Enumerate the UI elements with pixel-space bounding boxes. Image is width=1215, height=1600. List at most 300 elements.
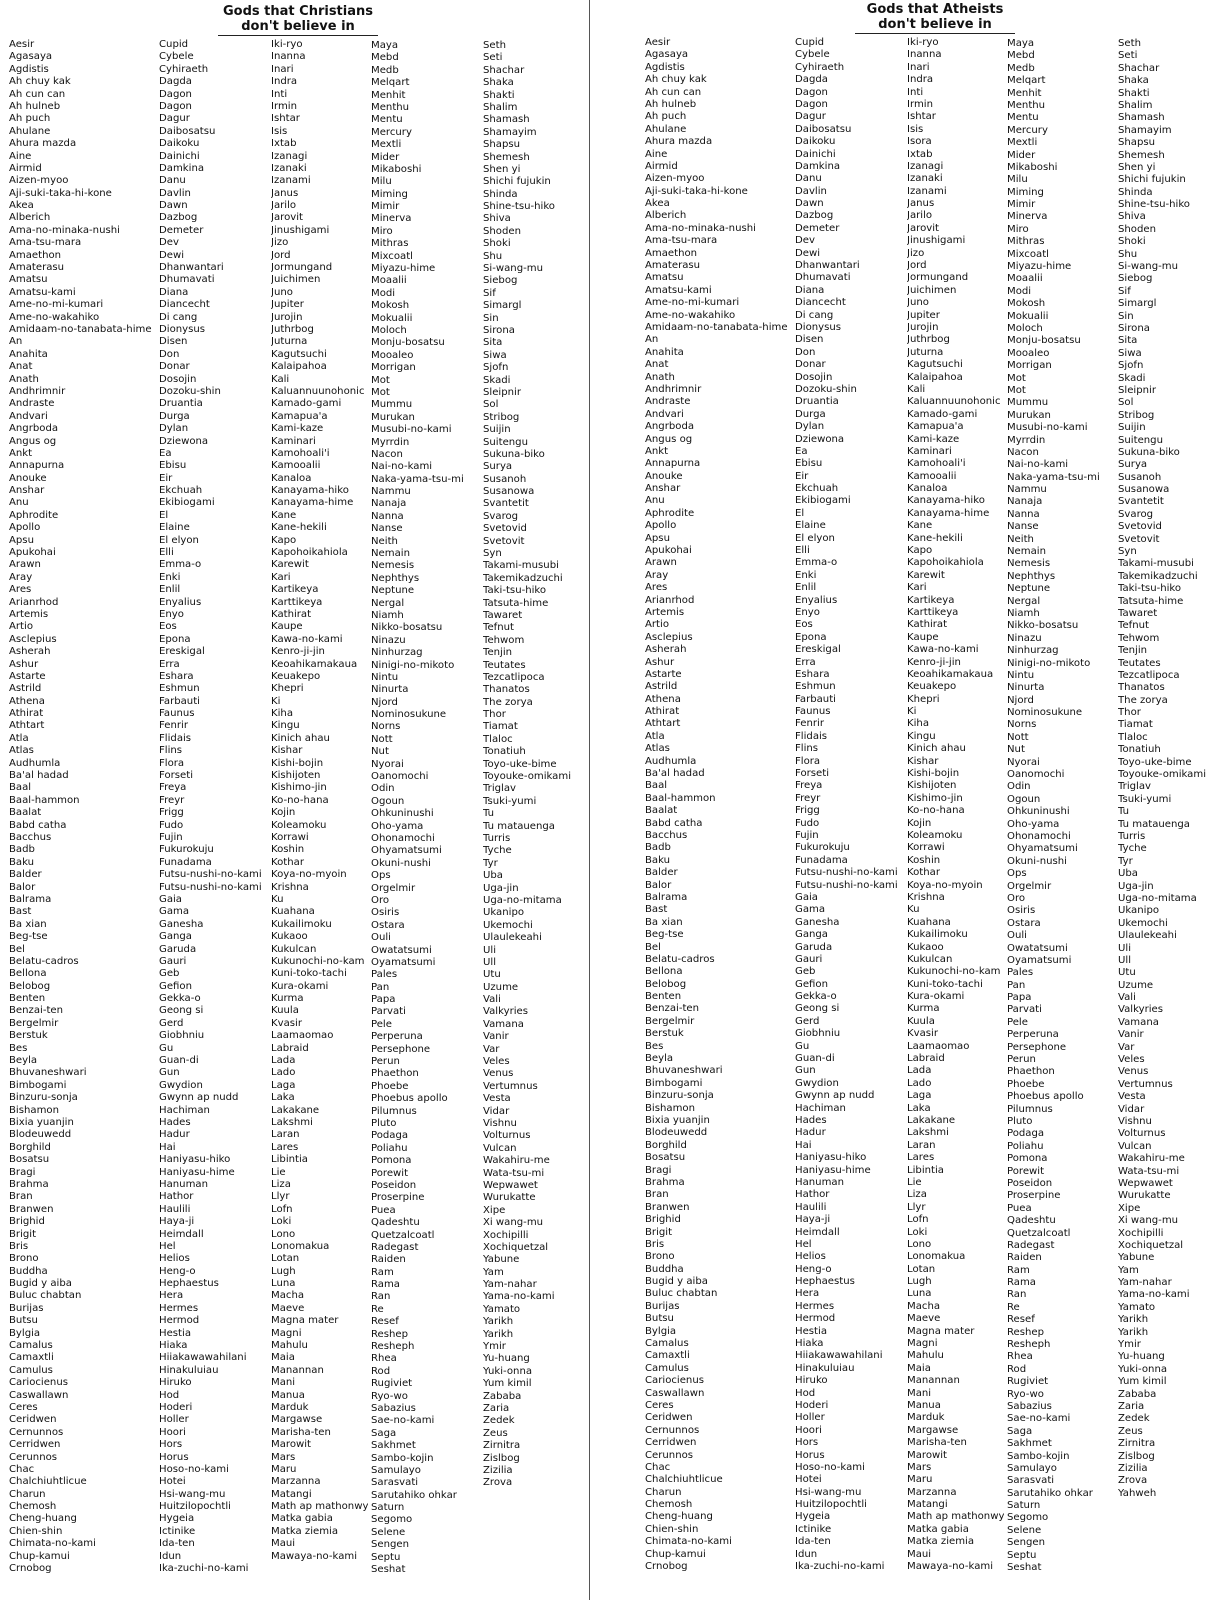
god-name: Dagda xyxy=(159,76,192,88)
god-name: Xochiquetzal xyxy=(1118,1239,1184,1251)
god-name: Niamh xyxy=(1007,607,1040,619)
god-name: Idun xyxy=(159,1550,182,1562)
left-col-4 xyxy=(371,40,464,1576)
god-name: Dagda xyxy=(795,74,828,86)
god-name: Belatu-cadros xyxy=(9,955,79,967)
god-name: Ama-tsu-mara xyxy=(9,237,82,249)
god-name: Nanna xyxy=(1007,508,1040,520)
god-name: Dziewona xyxy=(159,435,209,447)
god-name: Epona xyxy=(795,631,827,643)
god-name: Anouke xyxy=(645,470,683,482)
god-name: Tonatiuh xyxy=(483,746,526,758)
god-name: Mebd xyxy=(1007,50,1035,62)
god-name: Janus xyxy=(271,187,299,199)
god-name: Futsu-nushi-no-kami xyxy=(159,869,262,881)
god-name: Saga xyxy=(371,1427,397,1439)
god-name: Sengen xyxy=(1007,1537,1046,1549)
god-name: Ida-ten xyxy=(795,1536,831,1548)
god-name: Dziewona xyxy=(795,433,845,445)
god-name: Myrrdin xyxy=(371,436,410,448)
god-name: Nergal xyxy=(1007,595,1041,607)
god-name: Okuni-nushi xyxy=(371,857,431,869)
god-name: Hermod xyxy=(795,1313,836,1325)
god-name: Lugh xyxy=(271,1265,296,1277)
god-name: Neith xyxy=(371,535,398,547)
god-name: Okuni-nushi xyxy=(1007,855,1067,867)
god-name: Hadur xyxy=(159,1129,190,1141)
god-name: Freya xyxy=(159,782,187,794)
god-name: Kapohoikahiola xyxy=(907,557,984,569)
god-name: Angus og xyxy=(645,433,693,445)
god-name: Kukunochi-no-kam xyxy=(271,955,365,967)
god-name: Lada xyxy=(271,1055,296,1067)
god-name: Zeus xyxy=(483,1427,508,1439)
god-name: Bel xyxy=(645,941,661,953)
god-name: Turris xyxy=(483,833,511,844)
god-name: Si-wang-mu xyxy=(483,263,543,275)
god-name: Enyo xyxy=(159,608,184,620)
god-name: Kapo xyxy=(907,545,933,557)
god-name: Skadi xyxy=(483,374,511,386)
god-name: Susanowa xyxy=(1118,484,1170,496)
god-name: Poseidon xyxy=(371,1179,417,1191)
god-name: Mithras xyxy=(371,238,409,250)
god-name: Mixcoatl xyxy=(1007,248,1049,260)
god-name: Artemis xyxy=(645,606,685,618)
god-name: Kojin xyxy=(907,817,932,829)
god-name: Gwydion xyxy=(159,1079,203,1091)
god-name: Balder xyxy=(9,869,42,881)
god-name: Kapo xyxy=(271,534,297,546)
god-name: Ekchuah xyxy=(159,485,203,497)
god-name: Aine xyxy=(9,150,32,162)
god-name: Kanaloa xyxy=(271,472,312,484)
god-name: Gerd xyxy=(795,1015,820,1027)
god-name: Forseti xyxy=(795,768,830,780)
god-name: Flins xyxy=(159,745,183,757)
god-name: Amatsu-kami xyxy=(645,284,712,296)
god-name: Amatsu-kami xyxy=(9,286,76,298)
god-name: Teutates xyxy=(1118,657,1161,669)
god-name: Sirona xyxy=(483,324,515,336)
god-name: Forseti xyxy=(159,770,194,782)
god-name: Charun xyxy=(645,1486,682,1498)
god-name: Annapurna xyxy=(9,460,65,472)
god-name: Maya xyxy=(1007,38,1035,49)
god-name: Badb xyxy=(645,842,671,854)
god-name: Ah puch xyxy=(9,113,51,125)
god-name: Buluc chabtan xyxy=(645,1288,718,1300)
god-name: Segomo xyxy=(371,1514,413,1526)
god-name: Xi wang-mu xyxy=(1118,1215,1179,1227)
god-name: Aray xyxy=(9,571,33,583)
god-name: Fudo xyxy=(795,817,820,829)
god-name: Zababa xyxy=(1118,1388,1157,1400)
god-name: Vidar xyxy=(1118,1103,1145,1115)
god-name: Jarilo xyxy=(271,200,297,212)
god-name: Ninhurzag xyxy=(1007,645,1059,657)
god-name: Ryo-wo xyxy=(1007,1388,1044,1400)
god-name: Camulus xyxy=(9,1364,53,1376)
god-name: Arawn xyxy=(9,559,41,571)
god-name: Poliahu xyxy=(371,1142,408,1154)
god-name: Hai xyxy=(795,1139,812,1151)
god-name: Radegast xyxy=(371,1241,419,1253)
god-name: Laran xyxy=(907,1139,936,1151)
god-name: Gun xyxy=(159,1067,180,1079)
god-name: Chup-kamui xyxy=(645,1548,706,1560)
god-name: Koleamoku xyxy=(271,819,327,831)
god-name: Ereskigal xyxy=(159,646,205,658)
god-name: Eshmun xyxy=(795,681,836,693)
god-name: Lakakane xyxy=(271,1104,320,1116)
god-name: Susanoh xyxy=(1118,471,1162,483)
god-name: Seti xyxy=(1118,50,1138,62)
god-name: Ceridwen xyxy=(645,1412,693,1424)
god-name: Mentu xyxy=(1007,112,1039,124)
god-name: Morrigan xyxy=(1007,360,1052,372)
god-name: Toyouke-omikami xyxy=(1118,769,1206,781)
god-name: Ashur xyxy=(9,658,39,670)
god-name: Tlaloc xyxy=(483,733,513,745)
god-name: Blodeuwedd xyxy=(9,1129,72,1141)
god-name: Ares xyxy=(9,584,32,596)
god-name: Ah cun can xyxy=(9,88,66,100)
god-name: Eos xyxy=(795,619,813,631)
god-name: Binzuru-sonja xyxy=(9,1092,78,1104)
god-name: Ama-tsu-mara xyxy=(645,235,718,247)
god-name: Lugh xyxy=(907,1276,932,1288)
god-name: Shu xyxy=(483,250,503,262)
god-name: Hiaka xyxy=(795,1338,824,1350)
god-name: Baal xyxy=(645,780,668,792)
god-name: Yahweh xyxy=(1118,1487,1157,1499)
god-name: Andvari xyxy=(645,408,684,420)
god-name: Labraid xyxy=(907,1053,945,1065)
god-name: Wurukatte xyxy=(1118,1190,1171,1202)
god-name: Perperuna xyxy=(1007,1029,1059,1041)
god-name: Laamaomao xyxy=(271,1030,334,1042)
god-name: Haniyasu-hiko xyxy=(795,1152,867,1164)
god-name: Dagon xyxy=(159,100,192,112)
god-name: Danu xyxy=(159,175,186,187)
god-name: Babd catha xyxy=(645,817,703,829)
god-name: Chimata-no-kami xyxy=(9,1538,96,1550)
god-name: Si-wang-mu xyxy=(1118,261,1178,273)
god-name: Oanomochi xyxy=(1007,769,1065,781)
god-name: Hotei xyxy=(159,1476,186,1488)
god-name: Wata-tsu-mi xyxy=(1118,1165,1180,1177)
god-name: Camalus xyxy=(9,1340,53,1352)
god-name: Amatsu xyxy=(645,272,684,284)
god-name: Flidais xyxy=(159,732,192,744)
god-name: Ram xyxy=(1007,1264,1030,1276)
god-name: Mimir xyxy=(1007,199,1036,211)
god-name: Belobog xyxy=(9,980,51,992)
god-name: Milu xyxy=(371,176,392,188)
god-name: Gu xyxy=(795,1040,810,1052)
god-name: Ahulane xyxy=(9,125,51,137)
god-name: Geb xyxy=(795,966,816,978)
god-name: Faunus xyxy=(159,708,195,720)
god-name: Teutates xyxy=(483,659,526,671)
god-name: Artio xyxy=(9,621,33,633)
god-name: Khepri xyxy=(271,683,304,695)
god-name: Juthrbog xyxy=(271,323,314,335)
god-name: Camaxtli xyxy=(645,1350,690,1362)
god-name: Matka ziemia xyxy=(907,1536,975,1548)
god-name: Shachar xyxy=(483,64,525,76)
god-name: Reshep xyxy=(371,1328,409,1340)
god-name: El xyxy=(159,509,169,521)
god-name: Rod xyxy=(1007,1363,1027,1375)
god-name: Moloch xyxy=(1007,322,1043,334)
god-name: Karttikeya xyxy=(271,596,323,608)
god-name: The zorya xyxy=(483,696,533,708)
god-name: Zeus xyxy=(1118,1425,1143,1437)
god-name: Menthu xyxy=(1007,99,1046,111)
god-name: Tyr xyxy=(1118,855,1133,867)
god-name: Tsuki-yumi xyxy=(483,795,537,807)
god-name: Bugid y aiba xyxy=(645,1276,708,1288)
god-name: Beyla xyxy=(9,1055,38,1067)
god-name: Gefion xyxy=(795,978,828,990)
god-name: Emma-o xyxy=(159,559,202,571)
god-name: Wepwawet xyxy=(483,1179,538,1191)
god-name: Vamana xyxy=(1118,1016,1159,1028)
god-name: Helios xyxy=(159,1253,190,1265)
god-name: Hiruko xyxy=(159,1377,192,1389)
god-name: Resef xyxy=(1007,1314,1035,1326)
god-name: Karttikeya xyxy=(907,606,959,618)
god-name: Mooaleo xyxy=(371,349,414,361)
god-name: Vali xyxy=(1118,992,1136,1004)
god-name: Juturna xyxy=(907,346,944,358)
god-name: Math ap mathonwy xyxy=(271,1501,369,1513)
god-name: Uba xyxy=(483,870,503,882)
god-name: Kari xyxy=(271,571,291,583)
god-name: Amatsu xyxy=(9,274,48,286)
god-name: Tyr xyxy=(483,857,498,869)
god-name: Kukailimoku xyxy=(271,918,332,930)
god-name: Camulus xyxy=(645,1362,689,1374)
god-name: Atla xyxy=(9,732,29,744)
god-name: Lie xyxy=(907,1176,922,1188)
god-name: Phoebe xyxy=(371,1080,409,1092)
god-name: Sita xyxy=(1118,335,1138,347)
god-name: Owatatsumi xyxy=(1007,942,1068,954)
god-name: Loki xyxy=(271,1216,292,1228)
god-name: Freyr xyxy=(159,794,185,806)
god-name: Resef xyxy=(371,1316,399,1328)
god-name: Burijas xyxy=(645,1300,680,1312)
god-name: Shine-tsu-hiko xyxy=(483,201,555,213)
god-name: Baal-hammon xyxy=(9,794,80,806)
left-col-5 xyxy=(483,40,571,1490)
god-name: Juichimen xyxy=(907,284,957,296)
god-name: Ninurta xyxy=(1007,682,1045,694)
god-name: Pele xyxy=(371,1018,392,1030)
god-name: Akea xyxy=(645,198,670,210)
god-name: Thor xyxy=(1118,707,1141,719)
god-name: Iki-ryo xyxy=(271,39,303,50)
god-name: Puea xyxy=(1007,1202,1032,1214)
god-name: Yarikh xyxy=(483,1328,514,1340)
god-name: Haniyasu-hime xyxy=(159,1166,235,1178)
god-name: Flidais xyxy=(795,730,828,742)
god-name: Bhuvaneshwari xyxy=(645,1065,723,1077)
god-name: Kurma xyxy=(271,993,304,1005)
god-name: Uga-jin xyxy=(1118,880,1154,892)
god-name: Lakshmi xyxy=(271,1116,313,1128)
god-name: Futsu-nushi-no-kami xyxy=(795,879,898,891)
god-name: Mimir xyxy=(371,201,400,213)
god-name: Shiva xyxy=(483,213,511,225)
god-name: Hathor xyxy=(795,1189,830,1201)
god-name: Zedek xyxy=(1118,1413,1150,1425)
god-name: Xochipilli xyxy=(483,1229,529,1241)
god-name: Tefnut xyxy=(1118,620,1149,632)
god-name: Mot xyxy=(371,374,390,386)
god-name: Lonomakua xyxy=(907,1251,966,1263)
god-name: Benzai-ten xyxy=(9,1005,64,1017)
god-name: Neptune xyxy=(371,585,415,597)
god-name: Hinakuluiau xyxy=(795,1362,855,1374)
god-name: Hermes xyxy=(795,1300,835,1312)
god-name: Toyo-uke-bime xyxy=(483,758,557,770)
god-name: Irmin xyxy=(907,98,933,110)
god-name: Beg-tse xyxy=(9,931,48,943)
god-name: Phaethon xyxy=(371,1068,419,1080)
left-title-line1: Gods that Christians xyxy=(223,4,373,19)
god-name: Yarikh xyxy=(1118,1314,1149,1326)
god-name: Radegast xyxy=(1007,1239,1055,1251)
god-name: Magna mater xyxy=(907,1325,975,1337)
god-name: Giobhniu xyxy=(795,1028,841,1040)
god-name: Asherah xyxy=(9,646,51,658)
god-name: Kingu xyxy=(907,730,936,742)
god-name: Hachiman xyxy=(795,1102,846,1114)
god-name: Uzume xyxy=(1118,979,1154,991)
god-name: Nergal xyxy=(371,597,405,609)
god-name: Kishimo-jin xyxy=(271,782,327,794)
god-name: Durga xyxy=(159,410,190,422)
god-name: Ame-no-mi-kumari xyxy=(645,297,740,309)
god-name: Shamayim xyxy=(1118,124,1172,136)
god-name: Macha xyxy=(907,1300,941,1312)
god-name: Brono xyxy=(645,1251,675,1263)
god-name: Balrama xyxy=(645,891,688,903)
god-name: Aizen-myoo xyxy=(9,175,69,187)
god-name: Kanayama-hime xyxy=(907,507,990,519)
god-name: Bugid y aiba xyxy=(9,1278,72,1290)
god-name: Geong si xyxy=(795,1003,840,1015)
god-name: An xyxy=(9,336,23,348)
god-name: Dosojin xyxy=(159,373,197,385)
god-name: Sae-no-kami xyxy=(371,1415,435,1427)
god-name: Andhrimnir xyxy=(645,383,702,395)
god-name: Skadi xyxy=(1118,372,1146,384)
god-name: Dewi xyxy=(795,247,821,259)
god-name: Sarasvati xyxy=(1007,1475,1055,1487)
god-name: Balder xyxy=(645,867,678,879)
god-name: Yum kimil xyxy=(1118,1376,1167,1388)
god-name: Kuula xyxy=(907,1015,935,1027)
god-name: Mextli xyxy=(1007,137,1038,149)
left-title-line2: don't believe in xyxy=(218,19,378,36)
god-name: Poliahu xyxy=(1007,1140,1044,1152)
god-name: Ankt xyxy=(9,447,33,459)
god-name: Eos xyxy=(159,621,177,633)
god-name: Xi wang-mu xyxy=(483,1217,544,1229)
god-name: Enyalius xyxy=(795,594,838,606)
god-name: Dazbog xyxy=(795,210,834,222)
god-name: Ba xian xyxy=(645,916,683,928)
god-name: Menthu xyxy=(371,101,410,113)
god-name: Ceres xyxy=(645,1399,674,1411)
god-name: Ea xyxy=(159,447,172,459)
god-name: Murukan xyxy=(1007,409,1051,421)
god-name: Idun xyxy=(795,1548,818,1560)
god-name: Bergelmir xyxy=(9,1017,59,1029)
god-name: Resheph xyxy=(371,1341,415,1353)
god-name: Haya-ji xyxy=(159,1216,195,1228)
god-name: Vanir xyxy=(483,1031,509,1043)
god-name: Izanagi xyxy=(907,160,944,172)
god-name: Llyr xyxy=(271,1191,290,1203)
god-name: Nott xyxy=(371,733,393,745)
god-name: Samulayo xyxy=(371,1464,421,1476)
god-name: Bacchus xyxy=(9,832,52,843)
god-name: Kami-kaze xyxy=(907,433,960,445)
god-name: Gwydion xyxy=(795,1077,839,1089)
god-name: Kartikeya xyxy=(271,584,319,596)
god-name: Ryo-wo xyxy=(371,1390,408,1402)
god-name: Loki xyxy=(907,1226,928,1238)
god-name: Matka gabia xyxy=(271,1513,333,1525)
god-name: Shichi fujukin xyxy=(1118,174,1186,186)
god-name: Resheph xyxy=(1007,1339,1051,1351)
god-name: Yarikh xyxy=(1118,1326,1149,1338)
god-name: Ba'al hadad xyxy=(9,770,69,782)
god-name: Modi xyxy=(1007,285,1032,297)
god-name: Krishna xyxy=(907,891,945,903)
god-name: Nacon xyxy=(371,448,403,460)
god-name: Sin xyxy=(1118,310,1134,322)
god-name: Tiamat xyxy=(1118,719,1153,731)
god-name: Daibosatsu xyxy=(159,125,216,137)
god-name: Mokosh xyxy=(1007,298,1046,310)
god-name: Isis xyxy=(907,123,924,135)
god-name: Rhea xyxy=(1007,1351,1033,1363)
god-name: Juichimen xyxy=(271,274,321,286)
god-name: Nemain xyxy=(371,548,410,560)
god-name: Dozoku-shin xyxy=(795,383,857,395)
god-name: Wakahiru-me xyxy=(483,1155,550,1167)
god-name: Sabazius xyxy=(1007,1400,1052,1412)
god-name: Diana xyxy=(159,286,189,298)
god-name: Maia xyxy=(271,1352,295,1364)
god-name: Ukanipo xyxy=(1118,905,1160,917)
god-name: Shalim xyxy=(1118,99,1153,111)
god-name: Kishimo-jin xyxy=(907,792,963,804)
god-name: Thanatos xyxy=(483,684,530,696)
god-name: Ops xyxy=(1007,868,1027,880)
god-name: Zaria xyxy=(483,1402,510,1414)
god-name: Takemikadzuchi xyxy=(1118,570,1198,582)
god-name: Ku xyxy=(271,893,284,905)
god-name: Proserpine xyxy=(1007,1190,1061,1202)
